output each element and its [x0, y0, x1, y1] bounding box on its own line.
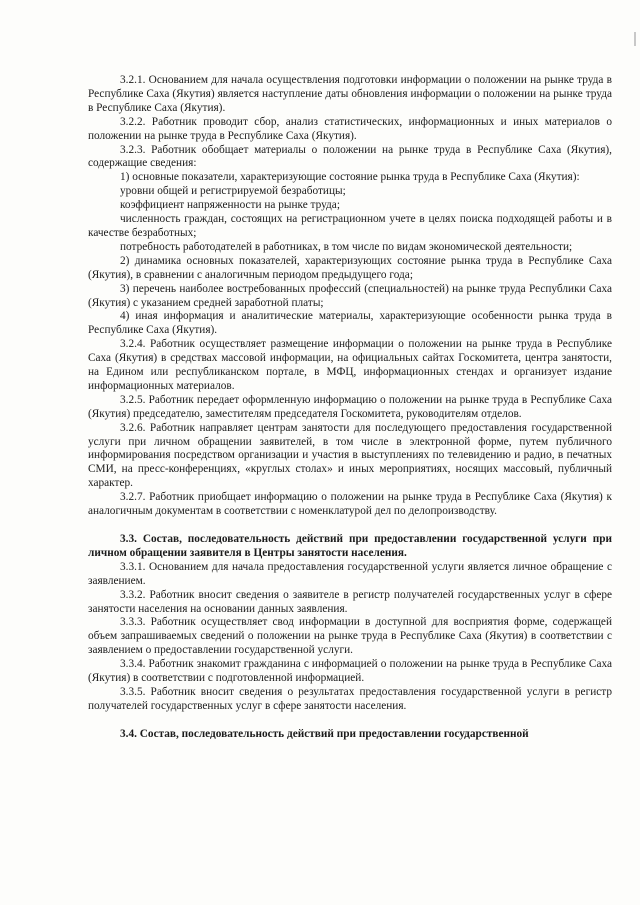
section-spacer [88, 714, 612, 728]
paragraph-3-2-5: 3.2.5. Работник передает оформленную информацию о положении на рынке труда в Республике Саха (Якутия) председателю, заместителям председателя Госкомитета, руководителям отделов. [88, 393, 612, 420]
paragraph-3-2-3: 3.2.3. Работник обобщает материалы о положении на рынке труда в Республике Саха (Якутия), содержащие сведения: [88, 143, 612, 170]
section-heading-3-3: 3.3. Состав, последовательность действий при предоставлении государственной услуги при личном обращении заявителя в Центры занятости населения. [88, 533, 612, 559]
scan-edge-mark [634, 32, 636, 46]
list-subitem-unemployment: уровни общей и регистрируемой безработицы; [120, 185, 346, 198]
paragraph-3-3-4: 3.3.4. Работник знакомит гражданина с информацией о положении на рынке труда в Республике Саха (Якутия) в соответствии с подготовленной информацией. [88, 658, 612, 685]
paragraph-3-2-7: 3.2.7. Работник приобщает информацию о положении на рынке труда в Республике Саха (Якутия) к аналогичным документам в соответствии с номенклатурой дел по делопроизводству. [88, 491, 612, 518]
list-item-1: 1) основные показатели, характеризующие состояние рынка труда в Республике Саха (Якутия): [120, 171, 580, 184]
paragraph-3-2-2: 3.2.2. Работник проводит сбор, анализ статистических, информационных и иных материалов о положении на рынке труда в Республике Саха (Якутия). [88, 115, 612, 142]
list-subitem-employer-demand: потребность работодателей в работниках, в том числе по видам экономической деятельности; [120, 240, 573, 253]
paragraph-3-2-1: 3.2.1. Основанием для начала осуществления подготовки информации о положении на рынке труда в Республике Саха (Якутия) является наступление даты обновления информации о положении на рынке труда в Республике Саха (Якутия). [88, 74, 612, 114]
section-heading-3-4: 3.4. Состав, последовательность действий при предоставлении государственной [120, 727, 529, 740]
list-item-3: 3) перечень наиболее востребованных профессий (специальностей) на рынке труда Республики Саха (Якутия) с указанием средней заработной платы; [88, 282, 612, 309]
section-spacer [88, 519, 612, 533]
paragraph-3-2-4: 3.2.4. Работник осуществляет размещение информации о положении на рынке труда в Республике Саха (Якутия) в средствах массовой информации, на официальных сайтах Госкомитета, центра занятости, на Едином или республиканском портале, в МФЦ, информационных стендах и организует издание информационных материалов. [88, 338, 612, 392]
paragraph-3-3-2: 3.3.2. Работник вносит сведения о заявителе в регистр получателей государственных услуг в сфере занятости населения на основании данных заявления. [88, 588, 612, 615]
paragraph-3-2-6: 3.2.6. Работник направляет центрам занятости для последующего предоставления государственной услуги при личном обращении заявителей, в том числе в электронной форме, путем публичного информирования посредством организации и участия в выступлениях по телевидению и радио, в печатных СМИ, на пресс-конференциях, «круглых столах» и иных мероприятиях, носящих массовый, публичный характер. [88, 421, 612, 490]
paragraph-3-3-1: 3.3.1. Основанием для начала предоставления государственной услуги является личное обращение с заявлением. [88, 560, 612, 587]
list-subitem-registered-citizens: численность граждан, состоящих на регистрационном учете в целях поиска подходящей работы и в качестве безработных; [88, 213, 612, 239]
list-subitem-tension-coefficient: коэффициент напряженности на рынке труда; [120, 199, 340, 212]
paragraph-3-3-3: 3.3.3. Работник осуществляет свод информации в доступной для восприятия форме, содержащей объем запрашиваемых сведений о положении на рынке труда в Республике Саха (Якутия) в соответствии с заявлением о предоставлении государственной услуги. [88, 616, 612, 657]
list-item-2: 2) динамика основных показателей, характеризующих состояние рынка труда в Республике Саха (Якутия), в сравнении с аналогичным периодом предыдущего года; [88, 254, 612, 281]
paragraph-3-3-5: 3.3.5. Работник вносит сведения о результатах предоставления государственной услуги в регистр получателей государственных услуг в сфере занятости населения. [88, 685, 612, 712]
list-item-4: 4) иная информация и аналитические материалы, характеризующие особенности рынка труда в Республике Саха (Якутия). [88, 310, 612, 337]
